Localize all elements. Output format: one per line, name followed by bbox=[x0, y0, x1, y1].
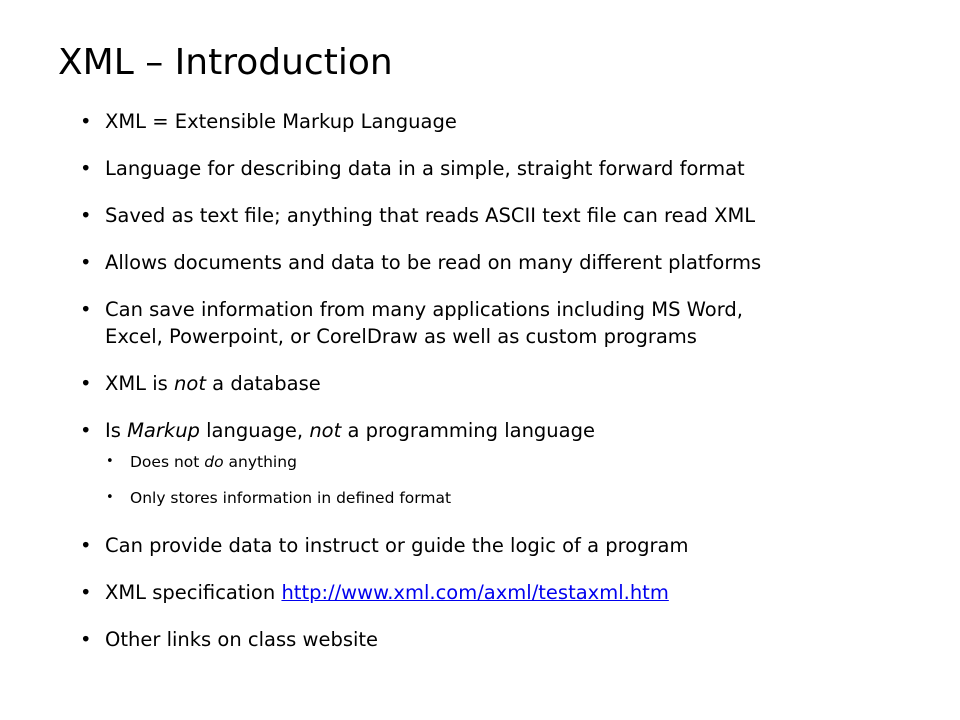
bullet-dot-icon: • bbox=[80, 628, 92, 651]
bullet-item bbox=[78, 417, 938, 444]
bullet-text bbox=[105, 419, 595, 442]
bullet-dot-icon: • bbox=[80, 110, 92, 133]
emphasis-text: Markup bbox=[127, 419, 200, 442]
bullet-dot-icon: • bbox=[106, 490, 114, 505]
bullet-text: Only stores information in defined format bbox=[130, 489, 452, 507]
bullet-item bbox=[78, 370, 938, 397]
bullet-text bbox=[105, 581, 669, 604]
text-run: Is bbox=[105, 419, 128, 442]
bullet-item bbox=[78, 202, 938, 229]
emphasis-text: not bbox=[174, 372, 206, 395]
bullet-dot-icon: • bbox=[106, 454, 114, 469]
bullet-text bbox=[105, 372, 321, 395]
bullet-item bbox=[78, 532, 938, 559]
bullet-dot-icon: • bbox=[80, 298, 92, 321]
bullet-list bbox=[78, 108, 938, 673]
bullet-text bbox=[130, 453, 297, 471]
text-run: anything bbox=[223, 453, 297, 471]
bullet-dot-icon: • bbox=[80, 581, 92, 604]
bullet-text-line-2: Excel, Powerpoint, or CorelDraw as well as custom programs bbox=[105, 325, 697, 348]
text-run: language, bbox=[199, 419, 310, 442]
bullet-text: Language for describing data in a simple, straight forward format bbox=[105, 157, 745, 180]
text-run: a programming language bbox=[341, 419, 595, 442]
bullet-text: Saved as text file; anything that reads ASCII text file can read XML bbox=[105, 204, 756, 227]
bullet-dot-icon: • bbox=[80, 372, 92, 395]
bullet-dot-icon: • bbox=[80, 534, 92, 557]
text-run: a database bbox=[205, 372, 321, 395]
xml-spec-link[interactable]: http://www.xml.com/axml/testaxml.htm bbox=[281, 581, 669, 604]
text-run: Does not bbox=[130, 453, 205, 471]
sub-bullet-item bbox=[78, 486, 938, 510]
emphasis-text: not bbox=[309, 419, 342, 442]
slide-title: XML – Introduction bbox=[58, 42, 393, 83]
sub-bullet-item bbox=[78, 450, 938, 474]
bullet-text: XML = Extensible Markup Language bbox=[105, 110, 457, 133]
bullet-text: Other links on class website bbox=[105, 628, 379, 651]
bullet-item bbox=[78, 296, 938, 350]
bullet-item bbox=[78, 108, 938, 135]
bullet-dot-icon: • bbox=[80, 251, 92, 274]
bullet-dot-icon: • bbox=[80, 204, 92, 227]
bullet-text: Allows documents and data to be read on many different platforms bbox=[105, 251, 762, 274]
bullet-item bbox=[78, 626, 938, 653]
bullet-text: Can provide data to instruct or guide the logic of a program bbox=[105, 534, 689, 557]
text-run: XML specification bbox=[105, 581, 282, 604]
bullet-item bbox=[78, 579, 938, 606]
text-run: XML is bbox=[105, 372, 175, 395]
bullet-item bbox=[78, 249, 938, 276]
bullet-text-line-1: Can save information from many applications including MS Word, bbox=[105, 298, 743, 321]
emphasis-text: do bbox=[204, 453, 224, 471]
bullet-dot-icon: • bbox=[80, 419, 92, 442]
bullet-item bbox=[78, 155, 938, 182]
bullet-dot-icon: • bbox=[80, 157, 92, 180]
